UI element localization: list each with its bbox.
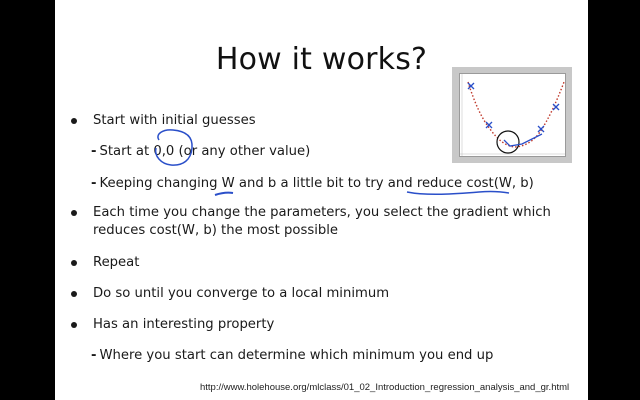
sub-bullet-text-a: Start at: [99, 144, 154, 159]
dash-marker: -: [91, 176, 97, 191]
sub-bullet-where-you-start: [91, 347, 493, 365]
source-url: http://www.holehouse.org/mlclass/01_02_Introduction_regression_analysis_and_gr.html: [200, 382, 570, 393]
bullet-start-guesses: Start with initial guesses: [93, 113, 256, 128]
reduce-cost-text: reduce cost(W, b): [416, 176, 534, 191]
initial-value-text: 0,0: [153, 144, 175, 159]
slide-title: How it works?: [215, 42, 428, 77]
bullet-dot: [71, 210, 77, 216]
sub-bullet-start-at: [91, 143, 310, 161]
bullet-dot: [71, 322, 77, 328]
dash-marker: -: [91, 348, 97, 363]
sub-bullet-text: Where you start can determine which minimum you end up: [99, 348, 494, 363]
bullet-dot: [71, 260, 77, 266]
sub-bullet-text-a: Keeping changing: [99, 176, 222, 191]
cost-curve-graphic: [460, 74, 565, 156]
minimum-circle: [497, 131, 519, 153]
sub-bullet-keep-changing: [91, 175, 534, 193]
bullet-converge: Do so until you converge to a local minimum: [93, 286, 390, 301]
w-text: W: [221, 176, 235, 191]
sub-bullet-text-c: and b a little bit to try and: [234, 176, 417, 191]
figure-plot-area: [459, 73, 566, 157]
cost-curve-path: [468, 82, 564, 147]
sub-bullet-text-c: (or any other value): [174, 144, 311, 159]
slide: [55, 0, 588, 400]
bullet-repeat: Repeat: [93, 255, 140, 270]
dash-marker: -: [91, 144, 97, 159]
bullet-dot: [71, 291, 77, 297]
gradient-descent-figure: [452, 67, 572, 163]
bullet-each-time-line2: reduces cost(W, b) the most possible: [93, 223, 339, 238]
bullet-property: Has an interesting property: [93, 317, 275, 332]
bullet-dot: [71, 118, 77, 124]
bullet-each-time-line1: Each time you change the parameters, you select the gradient which: [93, 205, 551, 220]
